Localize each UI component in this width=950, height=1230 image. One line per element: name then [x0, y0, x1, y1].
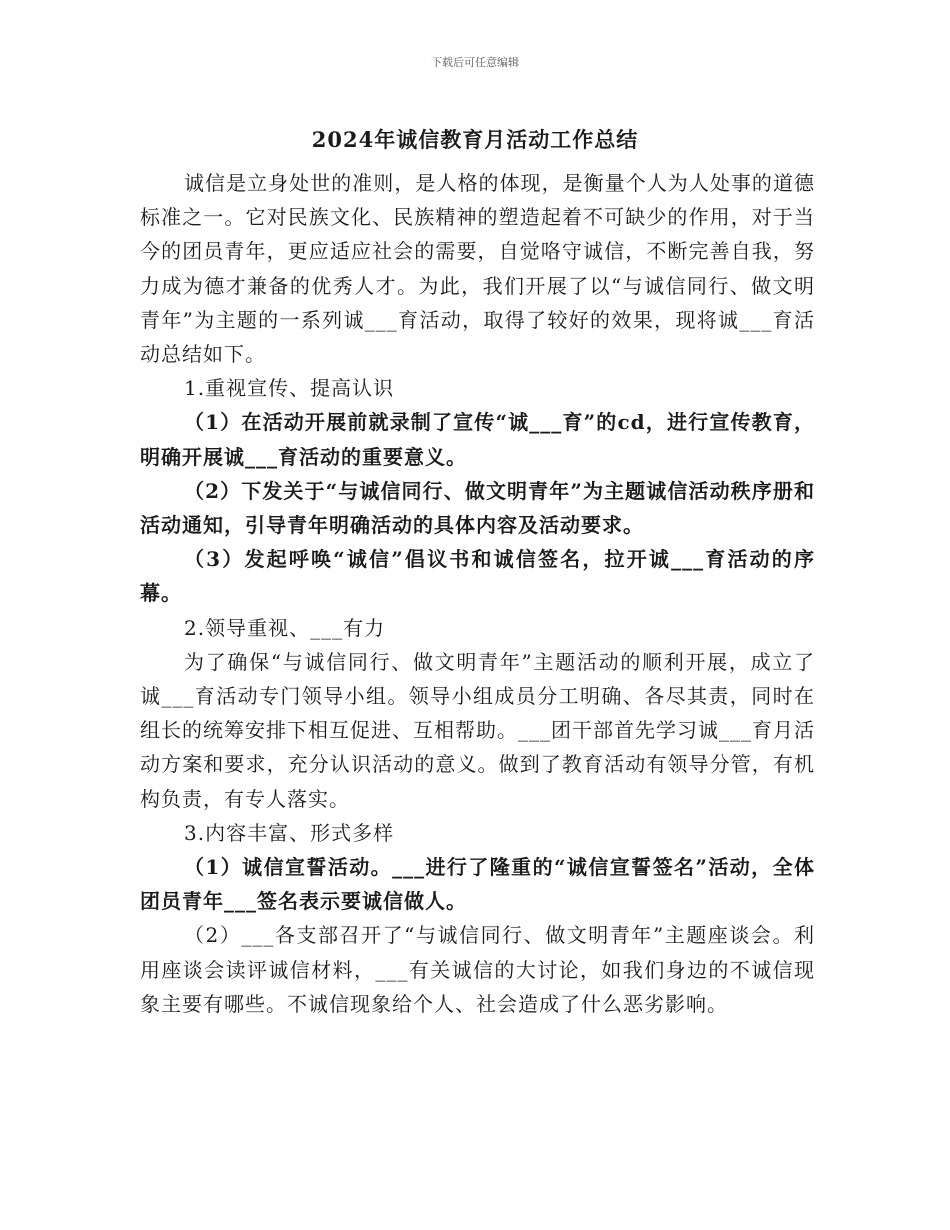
header-note: 下载后可任意编辑 — [431, 56, 519, 69]
section1-item-2: （2）下发关于“与诚信同行、做文明青年”为主题诚信活动秩序册和活动通知，引导青年明确活动的具体内容及活动要求。 — [140, 478, 815, 538]
section2-paragraph: 为了确保“与诚信同行、做文明青年”主题活动的顺利开展，成立了诚___育活动专门领导小组。领导小组成员分工明确、各尽其责，同时在组长的统筹安排下相互促进、互相帮助。___团干部首先学习诚___育月活动方案和要求，充分认识活动的意义。做到了教育活动有领导分管，有机构负责，有专人落实。 — [140, 649, 815, 811]
section-heading-2: 2.领导重视、___有力 — [184, 615, 386, 640]
section-heading-3: 3.内容丰富、形式多样 — [184, 820, 395, 845]
section1-item-1: （1）在活动开展前就录制了宣传“诚___育”的cd，进行宣传教育，明确开展诚___育活动的重要意义。 — [140, 410, 815, 469]
section3-item-2: （2）___各支部召开了“与诚信同行、做文明青年”主题座谈会。利用座谈会读评诚信材料，___有关诚信的大讨论，如我们身边的不诚信现象主要有哪些。不诚信现象给个人、社会造成了什么恶劣影响。 — [140, 923, 815, 1016]
section3-item-1: （1）诚信宣誓活动。___进行了隆重的“诚信宣誓签名”活动，全体团员青年___签名表示要诚信做人。 — [140, 855, 815, 914]
section-heading-1: 1.重视宣传、提高认识 — [184, 376, 395, 401]
document-title: 2024年诚信教育月活动工作总结 — [311, 127, 639, 152]
section1-item-3: （3）发起呼唤“诚信”倡议书和诚信签名，拉开诚___育活动的序幕。 — [140, 547, 815, 606]
document-body — [140, 166, 815, 1021]
intro-paragraph: 诚信是立身处世的准则，是人格的体现，是衡量个人为人处事的道德标准之一。它对民族文化、民族精神的塑造起着不可缺少的作用，对于当今的团员青年，更应适应社会的需要，自觉咯守诚信，不断完善自我，努力成为德才兼备的优秀人才。为此，我们开展了以“与诚信同行、做文明青年”为主题的一系列诚___育活动，取得了较好的效果，现将诚___育活动总结如下。 — [140, 171, 815, 367]
